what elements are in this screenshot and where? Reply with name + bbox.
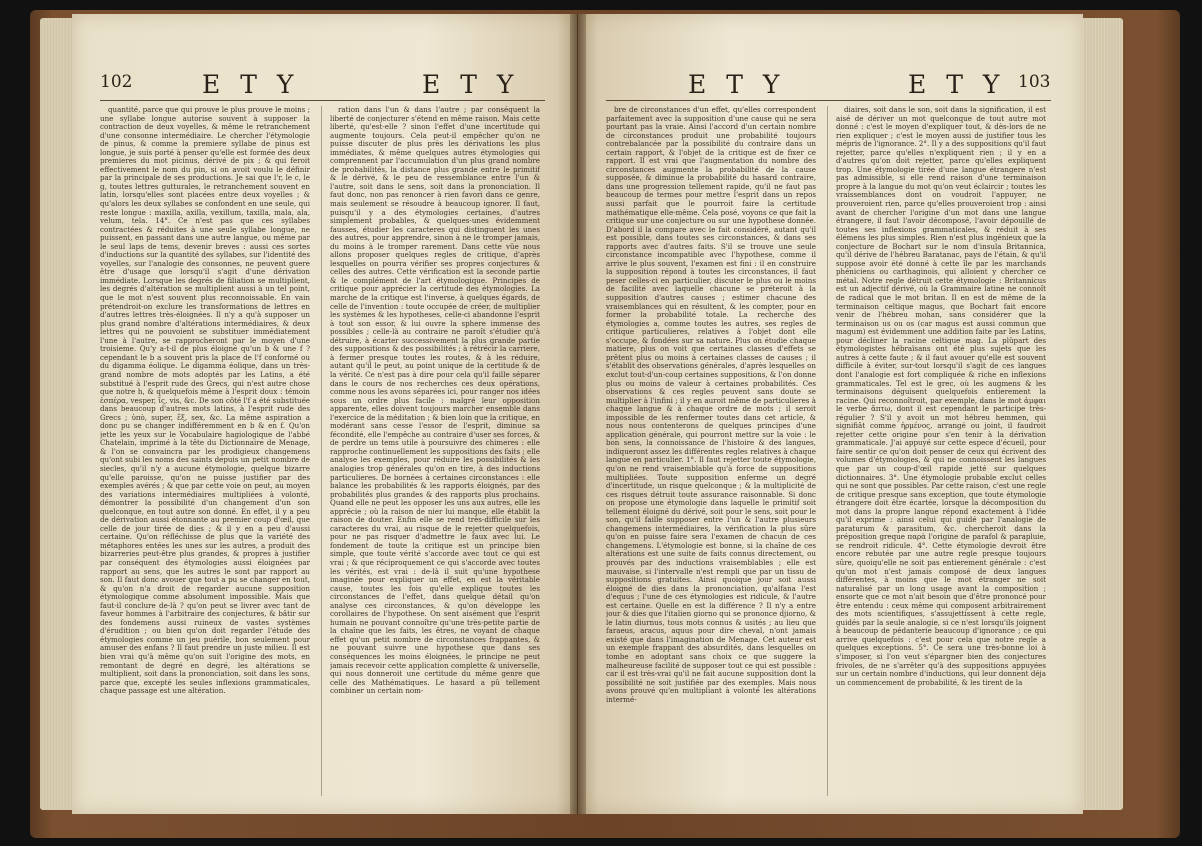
column-divider [321,106,322,796]
right-page-column-2 [836,106,1046,796]
left-page-column-1 [100,106,310,796]
book-gutter [570,14,586,814]
text-block: ration dans l'un & dans l'autre ; par conséquent la liberté de conjecturer s'étend en même raison. Mais cette liberté, qu'est-elle ? sinon l'effet d'une incertitude qui augmente toujours. Cela peut-il empêcher qu'on ne puisse discuter de plus près les dérivations les plus immédiates, & même quelques autres étymologies qui comprennent par l'accumulation d'un plus grand nombre de probabilités, la distance plus grande entre le primitif & le dérivé, & le peu de ressemblance entre l'un & l'autre, soit dans le sens, soit dans la prononciation. Il faut donc, non pas renoncer à rien favori dans ce genre, mais seulement se résoudre à beaucoup ignorer. Il faut, puisqu'il y a des étymologies certaines, d'autres simplement probables, & quelques-unes évidemment fausses, étudier les caracteres qui distinguent les unes des autres, pour apprendre, sinon à ne le tromper jamais, du moins à le tromper rarement. Dans cette vûe nous allons proposer quelques regles de critique, d'après lesquelles on pourra vérifier ses propres conjectures & celles des autres. Cette vérification est la seconde partie & le complément de l'art étymologique. Principes de critique pour apprécier la certitude des étymologies. La marche de la critique est l'inverse, à quelques égards, de celle de l'invention : toute occupée de créer, de multiplier les systèmes & les hypotheses, celle-ci abandonne l'esprit à tout son essor, & lui ouvre la sphere immense des possibles ; celle-là au contraire ne paroît s'étudier qu'à détruire, à écarter successivement la plus grande partie des suppositions & des possibilités ; à rétrécir la carriere, à fermer presque toutes les routes, & à les réduire, autant qu'il le peut, au point unique de la certitude & de la vérité. Ce n'est pas à dire pour cela qu'il faille séparer dans le cours de nos recherches ces deux opérations, comme nous les avons séparées ici, pour ranger nos idées sous un ordre plus facile : malgré leur opposition apparente, elles doivent toujours marcher ensemble dans l'exercice de la méditation ; & bien loin que la critique, en modérant sans cesse l'essor de l'esprit, diminue sa fécondité, elle l'empêche au contraire d'user ses forces, & de perdre un tems utile à poursuivre des chimeres : elle rapproche continuellement les suppositions des faits ; elle analyse les exemples, pour réduire les possibilités & les analogies trop générales qu'on en tire, à des inductions particulieres. De bornées à certaines circonstances : elle balance les probabilités & les rapports éloignés, par des probabilités plus grandes & des rapports plus prochains. Quand elle ne peut les opposer les uns aux autres, elle les apprécie ; où la raison de nier lui manque, elle établit la raison de douter. Enfin elle se rend très-difficile sur les caracteres du vrai, au risque de le rejetter quelquefois, pour ne pas risquer d'admettre le faux avec lui. Le fondement de toute la critique est un principe bien simple, que toute vérité s'accorde avec tout ce qui est vrai ; & que réciproquement ce qui s'accorde avec toutes les vérités, est vrai : de-là il suit qu'une hypothese imaginée pour expliquer un effet, en est la véritable cause, toutes les fois qu'elle explique toutes les circonstances de l'effet, dans quelque détail qu'on analyse ces circonstances, & qu'on développe les corollaires de l'hypothese. On sent aisément que l'esprit humain ne pouvant connoître qu'une très-petite partie de la chaîne que les faits, les êtres, ne voyant de chaque effet qu'un petit nombre de circonstances frappantes, & ne pouvant suivre une hypothese que dans ses conséquences les moins éloignées, le principe ne peut jamais recevoir cette application complette & universelle, qui nous donneroit une certitude du même genre que celle des Mathématiques. Le hasard a pû tellement combiner un certain nom- [330,106,540,696]
right-page-header [578,70,1083,100]
left-page [72,14,577,814]
text-block: bre de circonstances d'un effet, qu'elles correspondent parfaitement avec la supposition d'une cause qui ne sera pourtant pas la vraie. Ainsi l'accord d'un certain nombre de circonstances produit une probabilité toujours contrebalancée par la possibilité du contraire dans un certain rapport, & l'objet de la critique est de fixer ce rapport. Il est vrai que l'augmentation du nombre des circonstances augmente la probabilité de la cause supposée, & diminue la probabilité du hasard contraire, dans une progression tellement rapide, qu'il ne faut pas beaucoup de termes pour mettre l'esprit dans un repos aussi parfait que le pourroit faire la certitude mathématique elle-même. Cela posé, voyons ce que fait la critique sur une conjecture ou sur une hypothese donnée. D'abord il la compare avec le fait considéré, autant qu'il est possible, dans toutes ses circonstances, & dans ses rapports avec d'autres faits. S'il se trouve une seule circonstance incompatible avec l'hypothese, comme il arrive le plus souvent, l'examen est fini : il en construire la supposition répond à toutes les circonstances, il faut peser celles-ci en particulier, discuter le plus ou le moins de facilité avec laquelle chacune se préteroit à la supposition d'autres causes ; estimer chacune des vraisemblances qui en résultent, & les compter, pour en former la probabilité totale. La recherche des étymologies a, comme toutes les autres, ses regles de critique particulieres, relatives à l'objet dont elle s'occupe, & fondées sur sa nature. Plus on étudie chaque matiere, plus on voit que certaines classes d'effets se prêtent plus ou moins à certaines classes de causes ; il s'établit des observations générales, d'après lesquelles on exclut tout-d'un-coup certaines suppositions, & l'on donne plus ou moins de valeur à certaines probabilités. Ces observations & ces regles peuvent sans doute se multiplier à l'infini ; il y en auroit même de particulieres à chaque langue & à chaque ordre de mots ; il seroit impossible de les renfermer toutes dans cet article, & nous nous contenterons de quelques principes d'une application générale, qui pourront mettre sur la voie : le bon sens, la connoissance de l'histoire & des langues, indiqueront assez les différentes regles relatives à chaque langue en particulier. 1°. Il faut rejetter toute étymologie, qu'on ne rend vraisemblable qu'à force de suppositions multipliées. Toute supposition enferme un degré d'incertitude, un risque quelconque ; & la multiplicité de ces risques détruit toute assurance raisonnable. Si donc on propose une étymologie dans laquelle le primitif soit tellement éloigné du dérivé, soit pour le sens, soit pour le son, qu'il faille supposer entre l'un & l'autre plusieurs changemens intermédiaires, la vérification la plus sûre qu'on en puisse faire sera l'examen de chacun de ces changemens. L'étymologie est bonne, si la chaîne de ces altérations est une suite de faits connus directement, ou prouvés par des inductions vraisemblables ; elle est mauvaise, si l'intervalle n'est rempli que par un tissu de suppositions gratuites. Ainsi quoique jour soit aussi éloigné de dies dans la prononciation, qu'alfana l'est d'equus ; l'une de ces étymologies est ridicule, & l'autre est certaine. Quelle en est la différence ? Il n'y a entre jour & dies que l'italien giorno qui se prononce djiorno, & le latin diurnus, tous mots connus & usités ; au lieu que faraeus, aracus, aquus pour dire cheval, n'ont jamais existé que dans l'imagination de Menage. Cet auteur est un exemple frappant des absurdités, dans lesquelles on tombe en adoptant sans choix ce que suggere la malheureuse facilité de supposer tout ce qui est possible : car il est très-vrai qu'il ne fait aucune supposition dont la possibilité ne soit justifiée par des exemples. Mais nous avons prouvé qu'en multipliant à volonté les altérations intermé- [606,106,816,704]
text-block: quantité, parce que qui prouve le plus prouve le moins ; une syllabe longue autorise souvent à supposer la contraction de deux voyelles, & même le retranchement d'une consonne intermédiaire. Le chercher l'étymologie de pinus, & comme la premiere syllabe de pinus est longue, je suis porté à penser qu'elle est formée des deux premieres du mot picinus, dérivé de pix ; & qui feroit effectivement le nom du pin, si on avoit voulu le définir par la principale de ses productions. Je sai que l'r, le c, le g, toutes lettres gutturales, le retranchement souvent en latin, lorsqu'elles sont placées entre deux voyelles ; & qu'alors les deux syllabes se confondent en une seule, qui reste longue : maxilla, axilla, vexillum, taxilla, mala, ala, velum, tela. 14°. Ce n'est pas que ces syllabes contractées & réduites à une seule syllabe longue, ne puissent, en passant dans une autre langue, ou même par le seul laps de tems, devenir breves : aussi ces sortes d'inductions sur la quantité des syllabes, sur l'identité des voyelles, sur l'analogie des consonnes, ne peuvent guere être d'usage que lorsqu'il s'agit d'une dérivation immédiate. Lorsque les degrés de filiation se multiplient, les degrés d'altération se multiplient aussi à un tel point, que le mot n'est souvent plus reconnoissable. En vain prétendroit-on exclure les transformations de lettres en d'autres lettres très-éloignées. Il n'y a qu'à supposer un plus grand nombre d'altérations intermédiaires, & deux lettres qui ne pouvoient se substituer immédiatement l'une à l'autre, se rapprocheront par le moyen d'une troisieme. Qu'y a-t-il de plus éloigné qu'un b & une f ? cependant le b a souvent pris la place de l'f conformé ou du digamma éolique. Le digamma éolique, dans un très-grand nombre de mots adoptés par les Latins, a été substitué à l'esprit rude des Grecs, qui n'est autre chose que notre h, & quelquefois même à l'esprit doux : témoin ἑσπέρα, vesper, ἴς, vis, &c. De son côté l'f a été substituée dans beaucoup d'autres mots latins, à l'esprit rude des Grecs ; ὑπὸ, super, ἓξ, sex, &c. La même aspiration a donc pu se changer indifféremment en b & en f. Qu'on jette les yeux sur le Vocabulaire hagiologique de l'abbé Chatelain, imprimé à la tête du Dictionnaire de Menage, & l'on se convaincra par les prodigieux changemens qu'ont subi les noms des saints depuis un petit nombre de siecles, qu'il n'y a aucune étymologie, quelque bizarre qu'elle paroisse, qu'on ne puisse justifier par des exemples avérés ; & que par cette voie on peut, au moyen des variations intermédiaires multipliées à volonté, démontrer la possibilité d'un changement d'un son quelconque, en tout autre son donné. En effet, il y a peu de dérivation aussi étonnante au premier coup d'œil, que celle de jour tirée de dies ; & il y en a peu d'aussi certaine. Qu'on réfléchisse de plus que la variété des métaphores entées les unes sur les autres, a produit des bizarreries peut-être plus grandes, & propres à justifier par conséquent des étymologies aussi éloignées par rapport au sens, que les autres le sont par rapport au son. Il faut donc avouer que tout a pu se changer en tout, & qu'on n'a droit de regarder aucune supposition étymologique comme absolument impossible. Mais que faut-il conclure de-là ? qu'on peut se livrer avec tant de faveur hommes à l'arbitraire des conjectures, & bâtir sur des fondemens aussi ruineux de vastes systèmes d'érudition ; ou bien qu'on doit regarder l'étude des étymologies comme un jeu puérile, bon seulement pour amuser des enfans ? Il faut prendre un juste milieu. Il est bien vrai qu'à même qu'on suit l'origine des mots, en remontant de degré en degré, les altérations se multiplient, soit dans la prononciation, soit dans les sons, parce que, excepté les seules inflexions grammaticales, chaque passage est une altération. [100,106,310,696]
left-page-header [72,70,577,100]
page-number-right: 103 [1018,72,1051,92]
running-head-left-col2: E T Y [422,70,520,99]
left-page-edges [40,18,74,810]
left-page-column-2 [330,106,540,796]
column-divider [827,106,828,796]
right-page-edges [1083,18,1123,810]
header-rule-left [100,100,545,101]
running-head-right-col2: E T Y [908,70,1006,99]
right-page-column-1 [606,106,816,796]
header-rule-right [606,100,1051,101]
right-page [578,14,1083,814]
running-head-right-col1: E T Y [688,70,786,99]
text-block: diaires, soit dans le son, soit dans la signification, il est aisé de dériver un mot quelconque de tout autre mot donné : c'est le moyen d'expliquer tout, & dès-lors de ne rien expliquer ; c'est le moyen aussi de justifier tous les mépris de l'ignorance. 2°. Il y a des suppositions qu'il faut rejetter, parce qu'elles n'expliquent rien ; il y en a d'autres qu'on doit rejetter, parce qu'elles expliquent trop. Une étymologie tirée d'une langue étrangere n'est pas admissible, si elle rend raison d'une terminaison propre à la langue du mot qu'on veut éclaircir ; toutes les vraissemblances dont on voudroit l'appuyer, ne prouveroient rien, parce qu'elles prouveroient trop : ainsi avant de chercher l'origine d'un mot dans une langue étrangere, il faut l'avoir décomposé, l'avoir dépouillé de toutes ses inflexions grammaticales, & réduit à ses élémens les plus simples. Rien n'est plus ingénieux que la conjecture de Bochart sur le nom d'insula Britannica, qu'il dérive de l'hébreu Baratanac, pays de l'étain, & qu'il suppose avoir été donné à cette île par les marchands phéniciens ou carthaginois, qui alloient y chercher ce métal. Notre regle détruit cette étymologie : Britannicus est un adjectif dérivé, où la Grammaire latine ne connoît de radical que le mot britan. Il en est de même de la terminaison celtique magus, que Bochart fait encore venir de l'hébreu mohan, sans considérer que la terminaison us ou os (car magus est aussi commun que magum) est évidemment une addition faite par les Latins, pour décliner la racine celtique mag. La plûpart des étymologistes hébraïsans ont été plus sujets que les autres à cette faute ; & il faut avouer qu'elle est souvent difficile à éviter, sur-tout lorsqu'il s'agit de ces langues dont l'analogie est fort compliquée & riche en inflexions grammaticales. Tel est le grec, où les augmens & les terminaisons déguisent quelquefois entierement la racine. Qui reconnoîtroit, par exemple, dans le mot ἀμφαι le verbe ἄπτω, dont il est cependant le participe très-régulier ? S'il y avoit un mot hébreu hemmen, qui signifiât comme ἡρμένος, arrangé ou joint, il faudroit rejetter cette origine pour s'en tenir à la dérivation grammaticale. J'ai appuyé sur cette espece d'écueil, pour faire sentir ce qu'on doit penser de ceux qui écrivent des volumes d'étymologies, & qui ne connoissent les langues que par un coup-d'œil rapide jetté sur quelques dictionnaires. 3°. Une étymologie probable exclut celles qui ne sont que possibles. Par cette raison, c'est une regle de critique presque sans exception, que toute étymologie étrangere doit être écartée, lorsque la décomposition du mot dans la propre langue répond exactement à l'idée qu'il exprime : ainsi celui qui guidé par l'analogie de paraturum & parasitum, &c. chercheroit dans la préposition greque παρὰ l'origine de parafol & parapluie, se rendroit ridicule. 4°. Cette étymologie devroit être encore rebutée par une autre regle presque toujours sûre, quoiqu'elle ne soit pas entierement générale : c'est qu'un mot n'est jamais composé de deux langues différentes, à moins que le mot étranger ne soit naturalisé par un long usage avant la composition ; ensorte que ce mot n'ait besoin que d'être prononcé pour être entendu : ceux même qui composent arbitrairement des mots scientifiques, s'assujettissent à cette regle, guidés par la seule analogie, si ce n'est lorsqu'ils joignent à beaucoup de pédanterie beaucoup d'ignorance ; ce qui arrive quelquefois : c'est pour cela que notre regle a quelques exceptions. 5°. Ce sera une très-bonne loi à s'imposer, si l'on veut s'épargner bien des conjectures frivoles, de ne s'arrêter qu'à des suppositions appuyées sur un certain nombre d'inductions, qui leur donnent déja un commencement de probabilité, & les tirent de la [836,106,1046,687]
page-number-left: 102 [100,72,133,92]
running-head-left-col1: E T Y [202,70,300,99]
